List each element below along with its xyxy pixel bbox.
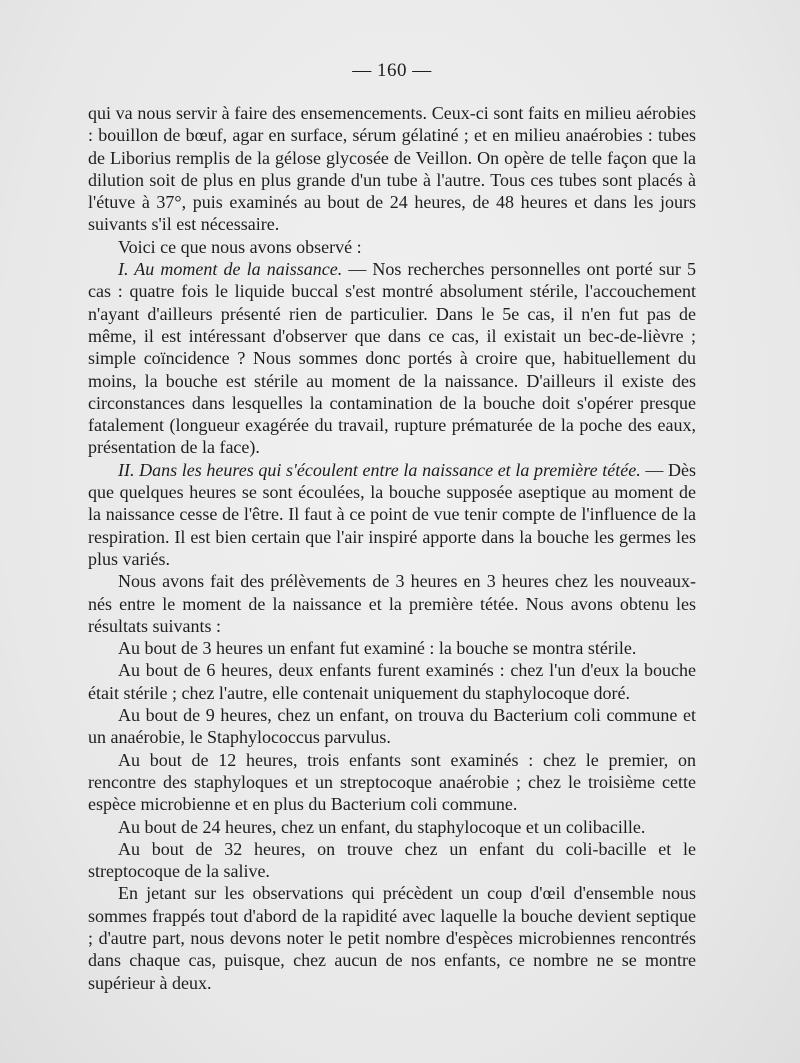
paragraph-7: Au bout de 6 heures, deux enfants furent examinés : chez l'un d'eux la bouche était stérile ; chez l'autre, elle contenait uniquement du staphylocoque doré. bbox=[88, 660, 696, 703]
paragraph-3: I. Au moment de la naissance. — Nos recherches personnelles ont porté sur 5 cas : quatre fois le liquide buccal s'est montré absolument stérile, l'accouchement n'ayant d'ailleurs présenté rien de particulier. Dans le 5e cas, il n'en fut pas de même, il est intéressant d'observer que dans ce cas, il existait un bec-de-lièvre ; simple coïncidence ? Nous sommes donc portés à croire que, habituellement du moins, la bouche est stérile au moment de la naissance. D'ailleurs il existe des circonstances dans lesquelles la contamination de la bouche doit s'opérer presque fatalement (longueur exagérée du travail, rupture prématurée de la poche des eaux, présentation de la face). bbox=[88, 259, 696, 458]
paragraph-10: Au bout de 24 heures, chez un enfant, du staphylocoque et un colibacille. bbox=[118, 816, 646, 837]
section-heading-1: I. Au moment de la naissance. bbox=[118, 259, 343, 280]
page-number: — 160 — bbox=[352, 60, 432, 81]
paragraph-11: Au bout de 32 heures, on trouve chez un enfant du coli-bacille et le streptocoque de la salive. bbox=[88, 838, 696, 882]
paragraph-2: Voici ce que nous avons observé : bbox=[118, 236, 362, 257]
paragraph-6: Au bout de 3 heures un enfant fut examiné : la bouche se montra stérile. bbox=[118, 638, 637, 659]
section-heading-2: II. Dans les heures qui s'écoulent entre la naissance et la première tétée. bbox=[118, 459, 641, 480]
paragraph-4: II. Dans les heures qui s'écoulent entre la naissance et la première tétée. — Dès que quelques heures se sont écoulées, la bouche supposée aseptique au moment de la naissance cesse de l'être. Il faut à ce point de vue tenir compte de l'influence de la respiration. Il est bien certain que l'air inspiré apporte dans la bouche les germes les plus variés. bbox=[88, 459, 696, 569]
paragraph-1: qui va nous servir à faire des ensemencements. Ceux-ci sont faits en milieu aérobies : bouillon de bœuf, agar en surface, sérum gélatiné ; et en milieu anaérobies : tubes de Liborius remplis de la gélose glycosée de Veillon. On opère de telle façon que la dilution soit de plus en plus grande d'un tube à l'autre. Tous ces tubes sont placés à l'étuve à 37°, puis examinés au bout de 24 heures, de 48 heures et dans les jours suivants s'il est nécessaire. bbox=[88, 103, 696, 235]
paragraph-12: En jetant sur les observations qui précèdent un coup d'œil d'ensemble nous sommes frappés tout d'abord de la rapidité avec laquelle la bouche devient septique ; d'autre part, nous devons noter le petit nombre d'espèces microbiennes rencontrés dans chaque cas, puisque, chez aucun de nos enfants, ce nombre ne se montre supérieur à deux. bbox=[88, 883, 696, 993]
paragraph-8: Au bout de 9 heures, chez un enfant, on trouva du Bacterium coli commune et un anaérobie, le Staphylococcus parvulus. bbox=[88, 705, 696, 748]
paragraph-9: Au bout de 12 heures, trois enfants sont examinés : chez le premier, on rencontre des staphyloques et un streptocoque anaérobie ; chez le troisième cette espèce microbienne et en plus du Bacterium coli commune. bbox=[88, 749, 696, 815]
paragraph-5: Nous avons fait des prélèvements de 3 heures en 3 heures chez les nouveaux-nés entre le moment de la naissance et la première tétée. Nous avons obtenu les résultats suivants : bbox=[88, 571, 696, 636]
